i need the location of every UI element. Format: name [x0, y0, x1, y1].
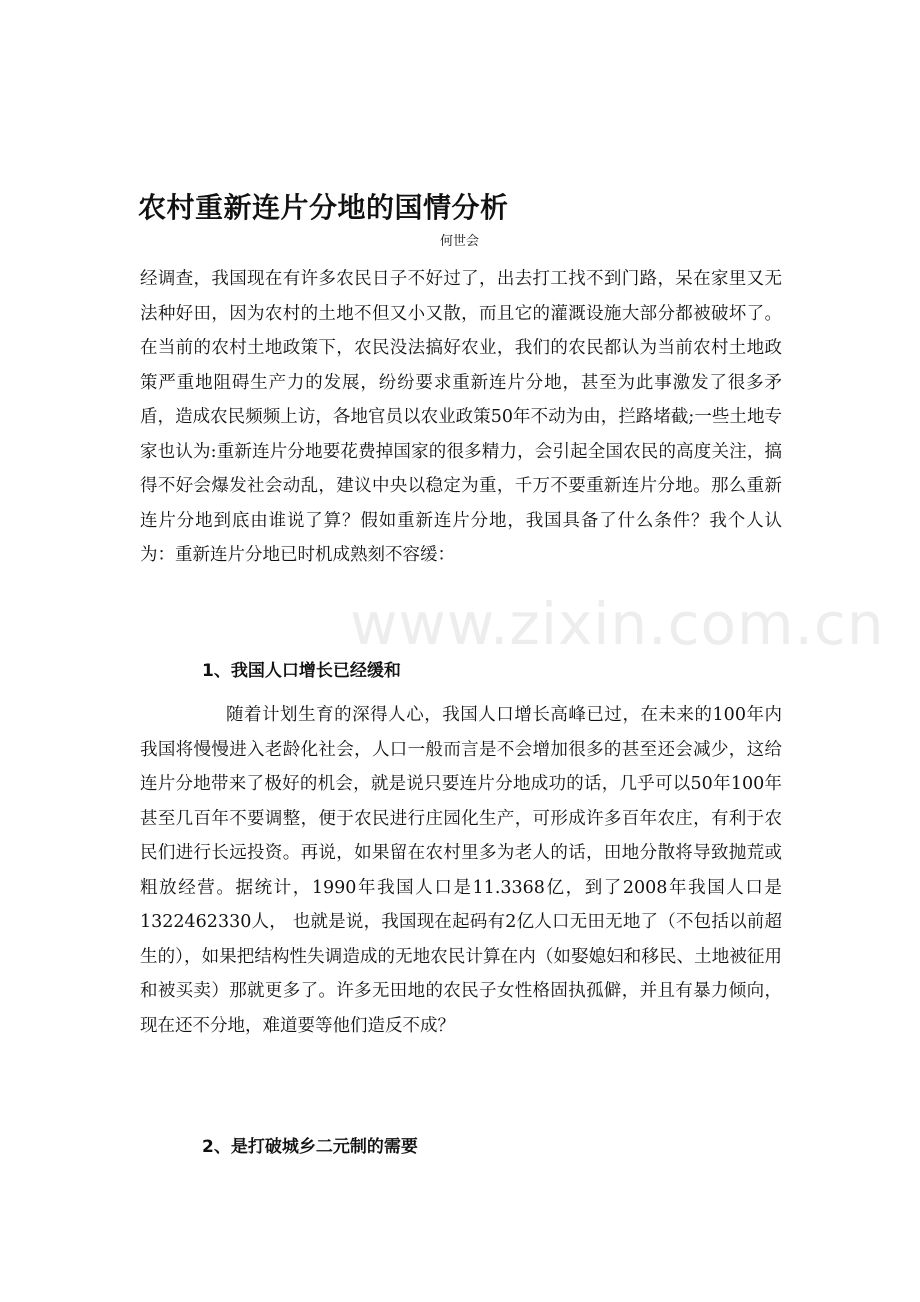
document-title: 农村重新连片分地的国情分析 — [138, 191, 509, 224]
author-name: 何世会 — [440, 234, 480, 249]
watermark: www.zixin.com.cn — [350, 590, 885, 658]
section-heading-2: 2、是打破城乡二元制的需要 — [202, 1137, 418, 1157]
section-1-paragraph: 随着计划生育的深得人心，我国人口增长高峰已过，在未来的100年内我国将慢慢进入老龄化社会，人口一般而言是不会增加很多的甚至还会减少，这给连片分地带来了极好的机会，就是说只要连片分地成功的话，几乎可以50年100年甚至几百年不要调整，便于农民进行庄园化生产，可形成许多百年农庄，有利于农民们进行长远投资。再说，如果留在农村里多为老人的话，田地分散将导致抛荒或粗放经营。据统计，1990年我国人口是11.3368亿，到了2008年我国人口是1322462330人， 也就是说，我国现在起码有2亿人口无田无地了（不包括以前超生的），如果把结构性失调造成的无地农民计算在内（如娶媳妇和移民、土地被征用和被买卖）那就更多了。许多无田地的农民子女性格固执孤僻，并且有暴力倾向，现在还不分地，难道要等他们造反不成？ — [140, 705, 782, 1036]
section-heading-1: 1、我国人口增长已经缓和 — [202, 661, 401, 681]
intro-paragraph: 经调查，我国现在有许多农民日子不好过了，出去打工找不到门路，呆在家里又无法种好田，因为农村的土地不但又小又散，而且它的灌溉设施大部分都被破坏了。在当前的农村土地政策下，农民没法搞好农业，我们的农民都认为当前农村土地政策严重地阻碍生产力的发展，纷纷要求重新连片分地，甚至为此事激发了很多矛盾，造成农民频频上访，各地官员以农业政策50年不动为由，拦路堵截;一些土地专家也认为:重新连片分地要花费掉国家的很多精力，会引起全国农民的高度关注，搞得不好会爆发社会动乱，建议中央以稳定为重，千万不要重新连片分地。那么重新连片分地到底由谁说了算？假如重新连片分地，我国具备了什么条件？我个人认为：重新连片分地已时机成熟刻不容缓： — [140, 269, 782, 565]
